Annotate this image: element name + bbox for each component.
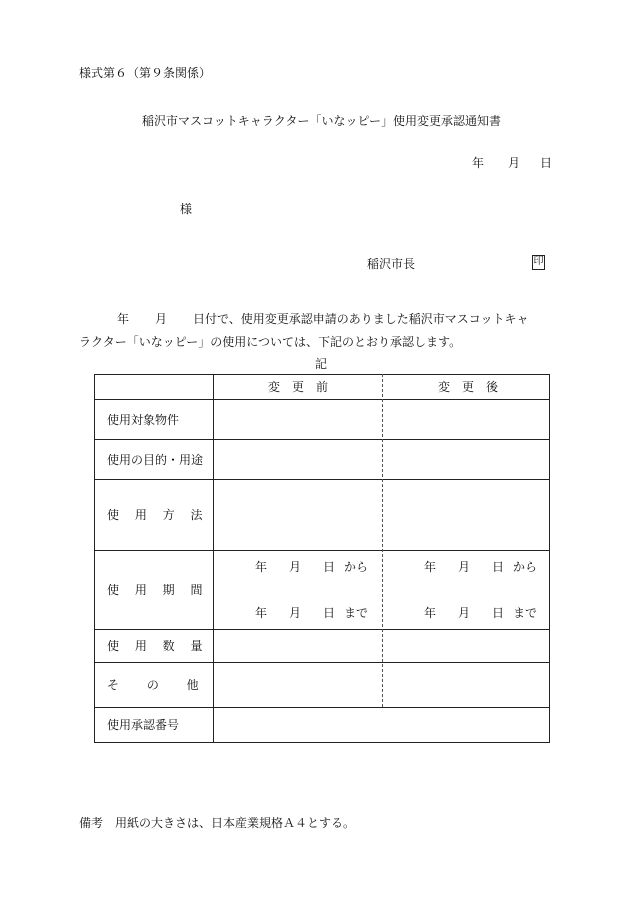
row-divider-6 [94,662,550,663]
header-after: 変 更 後 [438,380,499,394]
addressee-suffix: 様 [180,202,193,216]
label-target: 使用対象物件 [107,413,180,427]
body-year: 年 [117,312,130,326]
label-quantity: 使 用 数 量 [107,639,203,653]
label-period: 使 用 期 間 [107,583,203,597]
before-to-day: 日 [323,606,336,620]
after-to-day: 日 [492,606,505,620]
remarks: 備考 用紙の大きさは、日本産業規格Ａ４とする。 [79,816,356,830]
date-line [0,156,630,170]
body-month: 月 [155,312,168,326]
before-from-month: 月 [289,560,302,574]
after-from-year: 年 [424,560,437,574]
before-from-suffix: から [344,560,369,574]
after-to-year: 年 [424,606,437,620]
after-to-suffix: まで [513,606,538,620]
before-from-day: 日 [323,560,336,574]
table-border-bottom [94,742,550,743]
row-divider-2 [94,439,550,440]
date-month: 月 [508,156,521,170]
issuer: 稲沢市長 [367,257,416,271]
change-table [94,374,550,743]
body-line-2: ラクター「いなッピー」の使用については、下記のとおり承認します。 [79,335,462,349]
header-before: 変 更 前 [268,380,329,394]
before-to-year: 年 [255,606,268,620]
label-approval-number: 使用承認番号 [107,718,180,732]
after-from-day: 日 [492,560,505,574]
date-day: 日 [540,156,553,170]
before-to-suffix: まで [344,606,369,620]
row-divider-1 [94,399,550,400]
ki-label: 記 [315,357,328,371]
after-from-month: 月 [458,560,471,574]
table-border-top [94,374,550,375]
row-divider-7 [94,707,550,708]
body-text-1: 日付で、使用変更承認申請のありました稲沢市マスコットキャ [193,312,529,326]
label-purpose: 使用の目的・用途 [107,453,204,467]
row-divider-3 [94,479,550,480]
row-divider-5 [94,629,550,630]
seal-char: 印 [533,256,544,267]
seal-mark [532,255,545,270]
row-divider-4 [94,550,550,551]
before-from-year: 年 [255,560,268,574]
after-to-month: 月 [458,606,471,620]
table-border-left [94,374,95,743]
table-border-right [549,374,550,743]
body-line-1 [0,312,630,326]
table-col-divider [213,374,214,743]
form-number: 様式第６（第９条関係） [79,66,212,80]
date-year: 年 [472,156,485,170]
label-other: そ の 他 [107,678,199,692]
after-from-suffix: から [513,560,538,574]
document-title: 稲沢市マスコットキャラクター「いなッピー」使用変更承認通知書 [142,114,502,128]
before-after-divider [382,374,383,707]
before-to-month: 月 [289,606,302,620]
label-method: 使 用 方 法 [107,508,203,522]
